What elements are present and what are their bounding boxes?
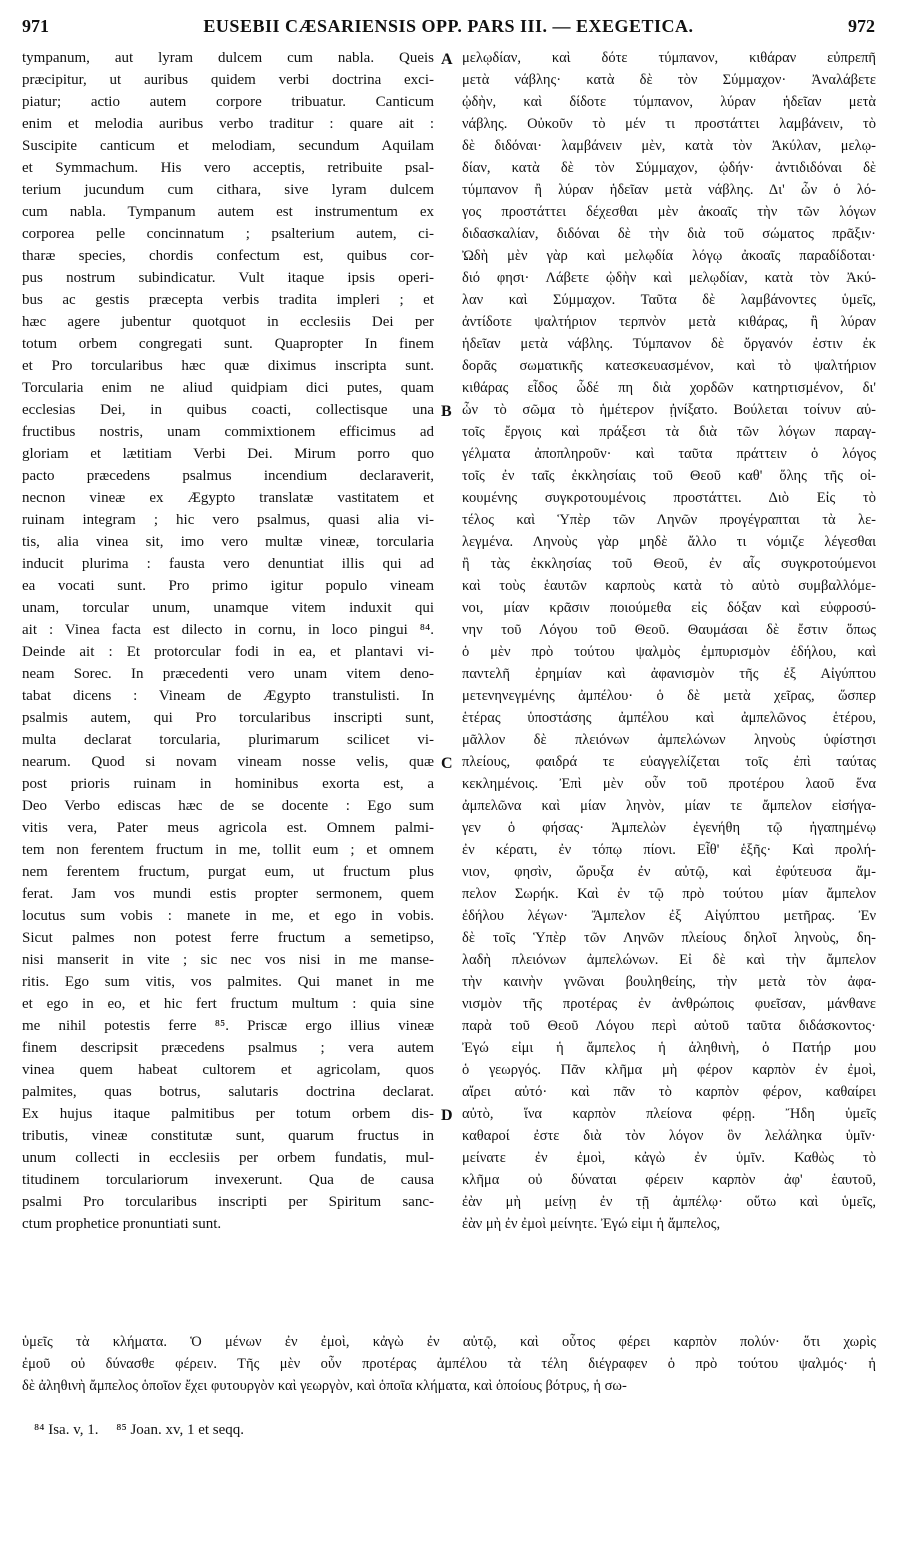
- greek-text-line: ἐν κέρατι, ἐν τόπῳ πίονι. Εἶθ' ἑξῆς· Καὶ προλή-: [462, 842, 876, 858]
- latin-text-line: tem non ferentem fructum in me, tollit eum ; et omnem: [22, 842, 434, 858]
- full-width-text-line: δὲ ἀληθινὴ ἄμπελος ὁποῖον ἔχει φυτουργὸν καὶ γεωργὸν, καὶ ὁποῖα κλήματα, καὶ ὁποίους βότρυς, ἡ σω-: [22, 1378, 627, 1394]
- greek-text-line: πελον Σωρήκ. Καὶ ἐν τῷ πρὸ τούτου μίαν ἄμπελον: [462, 886, 876, 902]
- latin-text-line: tabat dicens : Vineam de Ægypto transtulisti. In: [22, 688, 434, 704]
- greek-text-line: ὁ μὲν πρὸ τούτου ψαλμὸς ἐμπυρισμὸν ἐδήλου, καὶ: [462, 644, 876, 660]
- latin-text-line: Deinde ait : Et protorcular fodi in ea, et plantavi vi-: [22, 644, 434, 660]
- latin-text-line: et ego in eo, et hic fert fructum multum : quia sine: [22, 996, 434, 1012]
- latin-text-line: piatur; actio autem corpore tribuatur. Canticum: [22, 94, 434, 110]
- greek-text-line: ἀντίδοτε ψαλτήριον τερπνὸν μετὰ κιθάρας, ἢ λύραν: [462, 314, 876, 330]
- margin-letter-a: A: [441, 51, 453, 68]
- greek-text-line: δὲ τοῖς Ὑπὲρ τῶν Ληνῶν πλείους δηλοῖ ληνοὺς, δη-: [462, 930, 876, 946]
- latin-text-line: tympanum, aut lyram dulcem cum nabla. Queis: [22, 50, 434, 66]
- latin-text-line: vitis vera, Pater meus agricola est. Omnem palmi-: [22, 820, 434, 836]
- latin-text-line: Deo Verbo ediscas hæc de se docente : Ego sum: [22, 798, 434, 814]
- greek-text-line: νάβλης. Οὐκοῦν τὸ μέν τι προστάττει λαμβάνειν, τὸ: [462, 116, 876, 132]
- greek-text-line: νην τοῦ Λόγου τοῦ Θεοῦ. Θαυμάσαι δὲ ἔστιν ὅπως: [462, 622, 876, 638]
- greek-text-line: τοῖς ἐν ταῖς ἐκκλησίαις τοῦ Θεοῦ καθ' ὅλης τῆς οἰ-: [462, 468, 876, 484]
- latin-text-line: necnon vineæ ex Ægypto translatæ vastitatem et: [22, 490, 434, 506]
- greek-text-line: λαν καὶ Σύμμαχον. Ταῦτα δὲ λαμβάνοντες ὑμεῖς,: [462, 292, 876, 308]
- latin-text-line: ferat. Jam vos mundi estis propter sermonem, quem: [22, 886, 434, 902]
- greek-text-line: ὁ γεωργός. Πᾶν κλῆμα μὴ φέρον καρπὸν ἐν ἐμοὶ,: [462, 1062, 876, 1078]
- greek-text-line: δὲ διδόναι· λαμβάνειν μὲν, κατὰ τὸν Ἀκύλαν, μελῳ-: [462, 138, 876, 154]
- latin-text-line: ea vocati sunt. Pro primo igitur populo vineam: [22, 578, 434, 594]
- greek-text-line: κεκλημένοις. Ἐπὶ μὲν οὖν τοῦ προτέρου λαοῦ ἕνα: [462, 776, 876, 792]
- latin-text-line: pus nostrum subindicatur. Vult itaque ipsis operi-: [22, 270, 434, 286]
- margin-letter-c: C: [441, 755, 453, 772]
- greek-text-line: τέλος καὶ Ὑπὲρ τῶν Ληνῶν προγέγραπται τὰ λε-: [462, 512, 876, 528]
- latin-text-line: vinea quem habeat cultorem et agricolam, quos: [22, 1062, 434, 1078]
- latin-text-line: et Pro torcularibus hæc quæ diximus inscripta sunt.: [22, 358, 434, 374]
- footnote-84: ⁸⁴ Isa. v, 1.: [34, 1422, 99, 1438]
- latin-text-line: nem ferentem fructum, purgat eum, ut fructum plus: [22, 864, 434, 880]
- greek-text-line: καὶ τοὺς ἑαυτῶν καρποὺς κατὰ τὸ αὐτὸ συμβαλλόμε-: [462, 578, 876, 594]
- greek-text-line: γεν ὁ φήσας· Ἀμπελὼν ἐγενήθη τῷ ἠγαπημένῳ: [462, 820, 876, 836]
- latin-text-line: psalmi Pro torcularibus inscripti per Spiritum sanc-: [22, 1194, 434, 1210]
- latin-text-line: unam, torcular unum, unamque vitem induxit qui: [22, 600, 434, 616]
- greek-text-line: ἐδήλου λέγων· Ἄμπελον ἐξ Αἰγύπτου μετῆρας. Ἐν: [462, 908, 876, 924]
- latin-text-line: fructibus nostris, unam commixtionem efficimus ad: [22, 424, 434, 440]
- latin-text-line: psalmis autem, qui Pro torcularibus inscripti sunt,: [22, 710, 434, 726]
- greek-text-line: λαδὴ πλειόνων ἀμπελώνων. Εἰ δὲ καὶ τὴν ἄμπελον: [462, 952, 876, 968]
- greek-text-line: μετὰ νάβλης· κατὰ δὲ τὸν Σύμμαχον· Ἀναλάβετε: [462, 72, 876, 88]
- latin-text-line: tributis, vineæ constitutæ sunt, quarum fructus in: [22, 1128, 434, 1144]
- latin-text-line: tis, alia vinea sit, imo vero multæ vineæ, torcularia: [22, 534, 434, 550]
- latin-text-line: enim et melodia auribus verbo traditur : quare ait :: [22, 116, 434, 132]
- greek-text-line: παρὰ τοῦ Θεοῦ Λόγου περὶ αὐτοῦ ταῦτα διδάσκοντος·: [462, 1018, 876, 1034]
- latin-text-line: corporea pelle concinnatum ; psalterium autem, ci-: [22, 226, 434, 242]
- greek-text-line: δορᾶς σωματικῆς κατεσκευασμένον, καὶ τὸ ψαλτήριον: [462, 358, 876, 374]
- latin-text-line: gloriam et lætitiam Verbi Dei. Mirum porro quo: [22, 446, 434, 462]
- latin-text-line: ait : Vinea facta est dilecto in cornu, in loco pingui ⁸⁴.: [22, 622, 434, 638]
- greek-text-line: λεγμένα. Ληνοὺς γὰρ μηδὲ ἄλλο τι νόμιζε λέγεσθαι: [462, 534, 876, 550]
- latin-text-line: post prioris ruinam in hominibus exorta est, a: [22, 776, 434, 792]
- latin-text-line: inducit plurima : fausta vero denuntiat illis qui ad: [22, 556, 434, 572]
- page-number-right: 972: [848, 16, 875, 36]
- greek-text-line: ἡδεῖαν μετὰ νάβλης. Τύμπανον δὲ ὄργανόν ἐστιν ἐκ: [462, 336, 876, 352]
- margin-letter-b: B: [441, 403, 452, 420]
- greek-text-line: μετενηνεγμένης ἀμπέλου· ὁ δὲ μετὰ χεῖρας, ὥσπερ: [462, 688, 876, 704]
- latin-text-line: totum orbem congregati sunt. Quapropter In finem: [22, 336, 434, 352]
- latin-text-line: hæc agere jubentur quotquot in ecclesiis Dei per: [22, 314, 434, 330]
- latin-text-line: pacto præcedens psalmus incendium declaraverit,: [22, 468, 434, 484]
- greek-text-line: τοῖς ἔργοις καὶ πράξεσι τὰ διὰ τῶν λόγων παραγ-: [462, 424, 876, 440]
- greek-text-line: τὴν καινὴν γνῶναι βουληθείης, τὴν μετὰ τὸν ἀφα-: [462, 974, 876, 990]
- footnotes: [34, 1422, 258, 1439]
- greek-text-line: ὧν τὸ σῶμα τὸ ἡμέτερον ᾐνίξατο. Βούλεται τοίνυν αὐ-: [462, 402, 876, 418]
- running-header: [22, 16, 875, 40]
- greek-text-line: νοι, μίαν κρᾶσιν ποιούμεθα εἰς δόξαν καὶ εὐφροσύ-: [462, 600, 876, 616]
- greek-text-line: δίαν, κατὰ δὲ τὸν Σύμμαχον, ᾠδήν· ἀντιδιδόναι δὲ: [462, 160, 876, 176]
- greek-text-line: μείνατε ἐν ἐμοὶ, κἀγὼ ἐν ὑμῖν. Καθὼς τὸ: [462, 1150, 876, 1166]
- greek-text-line: μελῳδίαν, καὶ δότε τύμπανον, κιθάραν εὐπρεπῆ: [462, 50, 876, 66]
- latin-text-line: Sicut palmes non potest ferre fructum a semetipso,: [22, 930, 434, 946]
- full-width-text-line: ἐμοῦ οὐ δύνασθε φέρειν. Τῆς μὲν οὖν προτέρας ἀμπέλου τὰ τέλη διέγραφεν ὁ πρὸ τούτου ψαλμός· ἡ: [22, 1356, 876, 1372]
- latin-text-line: ctum prophetice pronuntiati sunt.: [22, 1216, 222, 1232]
- latin-text-line: Suscipite canticum et melodiam, secundum Aquilam: [22, 138, 434, 154]
- greek-text-line: νισμὸν τῆς προτέρας ἐν ἀνθρώποις φυεῖσαν, μάνθανε: [462, 996, 876, 1012]
- running-title: EUSEBII CÆSARIENSIS OPP. PARS III. — EXEGETICA.: [203, 16, 694, 36]
- greek-text-line: διό φησι· Λάβετε ᾠδὴν καὶ μελῳδίαν, κατὰ τὸν Ἀκύ-: [462, 270, 876, 286]
- latin-text-line: terium jucundum cum cithara, sive lyram dulcem: [22, 182, 434, 198]
- greek-text-line: μᾶλλον δὲ πλειόνων ἀμπελώνων ληνοὺς ὑφίστησι: [462, 732, 876, 748]
- greek-text-line: νιον, φησὶν, ὤρυξα ἐν αὐτῷ, καὶ ἐφύτευσα ἄμ-: [462, 864, 876, 880]
- latin-text-line: titudinem torculariorum invexerunt. Qua de causa: [22, 1172, 434, 1188]
- latin-text-line: unum collecti in ecclesiis per orbem fundatis, mul-: [22, 1150, 434, 1166]
- latin-text-line: nearum. Quod si novam vineam nosse velis, quæ: [22, 754, 434, 770]
- full-width-text-line: ὑμεῖς τὰ κλήματα. Ὁ μένων ἐν ἐμοὶ, κἀγὼ ἐν αὐτῷ, καὶ οὗτος φέρει καρπὸν πολύν· ὅτι χωρὶς: [22, 1334, 876, 1350]
- greek-text-line: παντελῆ ἐρημίαν καὶ ἀφανισμὸν τῆς ἐξ Αἰγύπτου: [462, 666, 876, 682]
- margin-letter-d: D: [441, 1107, 453, 1124]
- latin-text-line: cum nabla. Tympanum autem est instrumentum ex: [22, 204, 434, 220]
- latin-text-line: nisi manserit in vite ; sic nec vos nisi in me manse-: [22, 952, 434, 968]
- latin-text-line: multa declarat torcularia, plurimarum scilicet vi-: [22, 732, 434, 748]
- greek-text-line: τύμπανον ἢ λύραν ἡδεῖαν μετὰ νάβλης. Δι' ὧν ὁ λό-: [462, 182, 876, 198]
- latin-text-line: ecclesias Dei, in quibus coacti, collectisque una: [22, 402, 434, 418]
- latin-text-line: neam Sorec. In præcedenti vero unam vitem deno-: [22, 666, 434, 682]
- latin-text-line: ruinam integram ; hic vero psalmus, quasi alia vi-: [22, 512, 434, 528]
- greek-text-line: ἀμπελῶνα καὶ μίαν ληνὸν, μίαν τε ἄμπελον εἰσήγα-: [462, 798, 876, 814]
- greek-text-line: ἐὰν μὴ ἐν ἐμοὶ μείνητε. Ἐγώ εἰμι ἡ ἄμπελος,: [462, 1216, 721, 1232]
- latin-text-line: locutus sum vobis : manete in me, et ego in vobis.: [22, 908, 434, 924]
- latin-column: [22, 47, 434, 1235]
- latin-text-line: me nihil potestis ferre ⁸⁵. Priscæ ergo illius vineæ: [22, 1018, 434, 1034]
- greek-text-line: αὐτὸ, ἵνα καρπὸν πλείονα φέρῃ. Ἤδη ὑμεῖς: [462, 1106, 876, 1122]
- greek-text-line: πλείους, φαιδρά τε εὐαγγελίζεται τοῖς ἐπὶ ταύτας: [462, 754, 876, 770]
- latin-text-line: Ex hujus itaque palmitibus per totum orbem dis-: [22, 1106, 434, 1122]
- latin-text-line: ritis. Ego sum vitis, vos palmites. Qui manet in me: [22, 974, 434, 990]
- latin-text-line: Torcularia enim ne aliud quidpiam dici putes, quam: [22, 380, 434, 396]
- latin-text-line: et Symmachum. His vero acceptis, retribuite psal-: [22, 160, 434, 176]
- greek-column: [462, 47, 876, 1235]
- greek-text-line: καθαροί ἐστε διὰ τὸν λόγον ὃν λελάληκα ὑμῖν·: [462, 1128, 876, 1144]
- latin-text-line: tharæ species, chordis confectum est, quibus cor-: [22, 248, 434, 264]
- footnote-85: ⁸⁵ Joan. xv, 1 et seqq.: [116, 1422, 245, 1438]
- greek-text-line: κιθάρας εἶδος ὧδέ πη διὰ χορδῶν κατηρτισμένον, δι': [462, 380, 876, 396]
- greek-text-line: Ὠδὴ μὲν γὰρ καὶ μελῳδία λόγῳ ἀκοαῖς παραδίδοται·: [462, 248, 876, 264]
- greek-text-line: κλῆμα οὐ δύναται φέρειν καρπὸν ἀφ' ἑαυτοῦ,: [462, 1172, 876, 1188]
- greek-text-line: Ἐγώ εἰμι ἡ ἄμπελος ἡ ἀληθινὴ, ὁ Πατήρ μου: [462, 1040, 876, 1056]
- greek-text-line: διδασκαλίαν, διδόναι δὲ τὴν διὰ τοῦ σώματος πρᾶξιν·: [462, 226, 876, 242]
- greek-text-line: ἐὰν μὴ μείνῃ ἐν τῇ ἀμπέλῳ· οὕτω καὶ ὑμεῖς,: [462, 1194, 876, 1210]
- greek-text-line: κουμένης συγκροτουμένοις προστάττει. Διὸ Εἰς τὸ: [462, 490, 876, 506]
- latin-text-line: finem descripsit præcedens psalmus ; vera autem: [22, 1040, 434, 1056]
- latin-text-line: præcipitur, ut auribus quidem verbi doctrina exci-: [22, 72, 434, 88]
- greek-text-line: γέλματα ἀποπληροῦν· καὶ ταῦτα πράττειν ὁ λόγος: [462, 446, 876, 462]
- latin-text-line: bus ac gestis præcepta verbis tradita impleri ; et: [22, 292, 434, 308]
- greek-text-line: ᾠδὴν, καὶ δίδοτε τύμπανον, λύραν ἡδεῖαν μετὰ: [462, 94, 876, 110]
- latin-text-line: palmites, quas botrus, salutaris doctrina declarat.: [22, 1084, 434, 1100]
- greek-text-line: ἑτέρας ὑποστάσης ἀμπέλου καὶ ἀμπελῶνος ἑτέρου,: [462, 710, 876, 726]
- greek-text-line: αἴρει αὐτό· καὶ πᾶν τὸ καρπὸν φέρον, καθαίρει: [462, 1084, 876, 1100]
- page-number-left: 971: [22, 16, 49, 36]
- full-width-greek-text: [22, 1331, 876, 1397]
- greek-text-line: ἢ τὰς ἐκκλησίας τοῦ Θεοῦ, ἐν αἷς συγκροτούμενοι: [462, 556, 876, 572]
- greek-text-line: γος προστάττει δέχεσθαι μὲν ἀκοαῖς τὴν τῶν λόγων: [462, 204, 876, 220]
